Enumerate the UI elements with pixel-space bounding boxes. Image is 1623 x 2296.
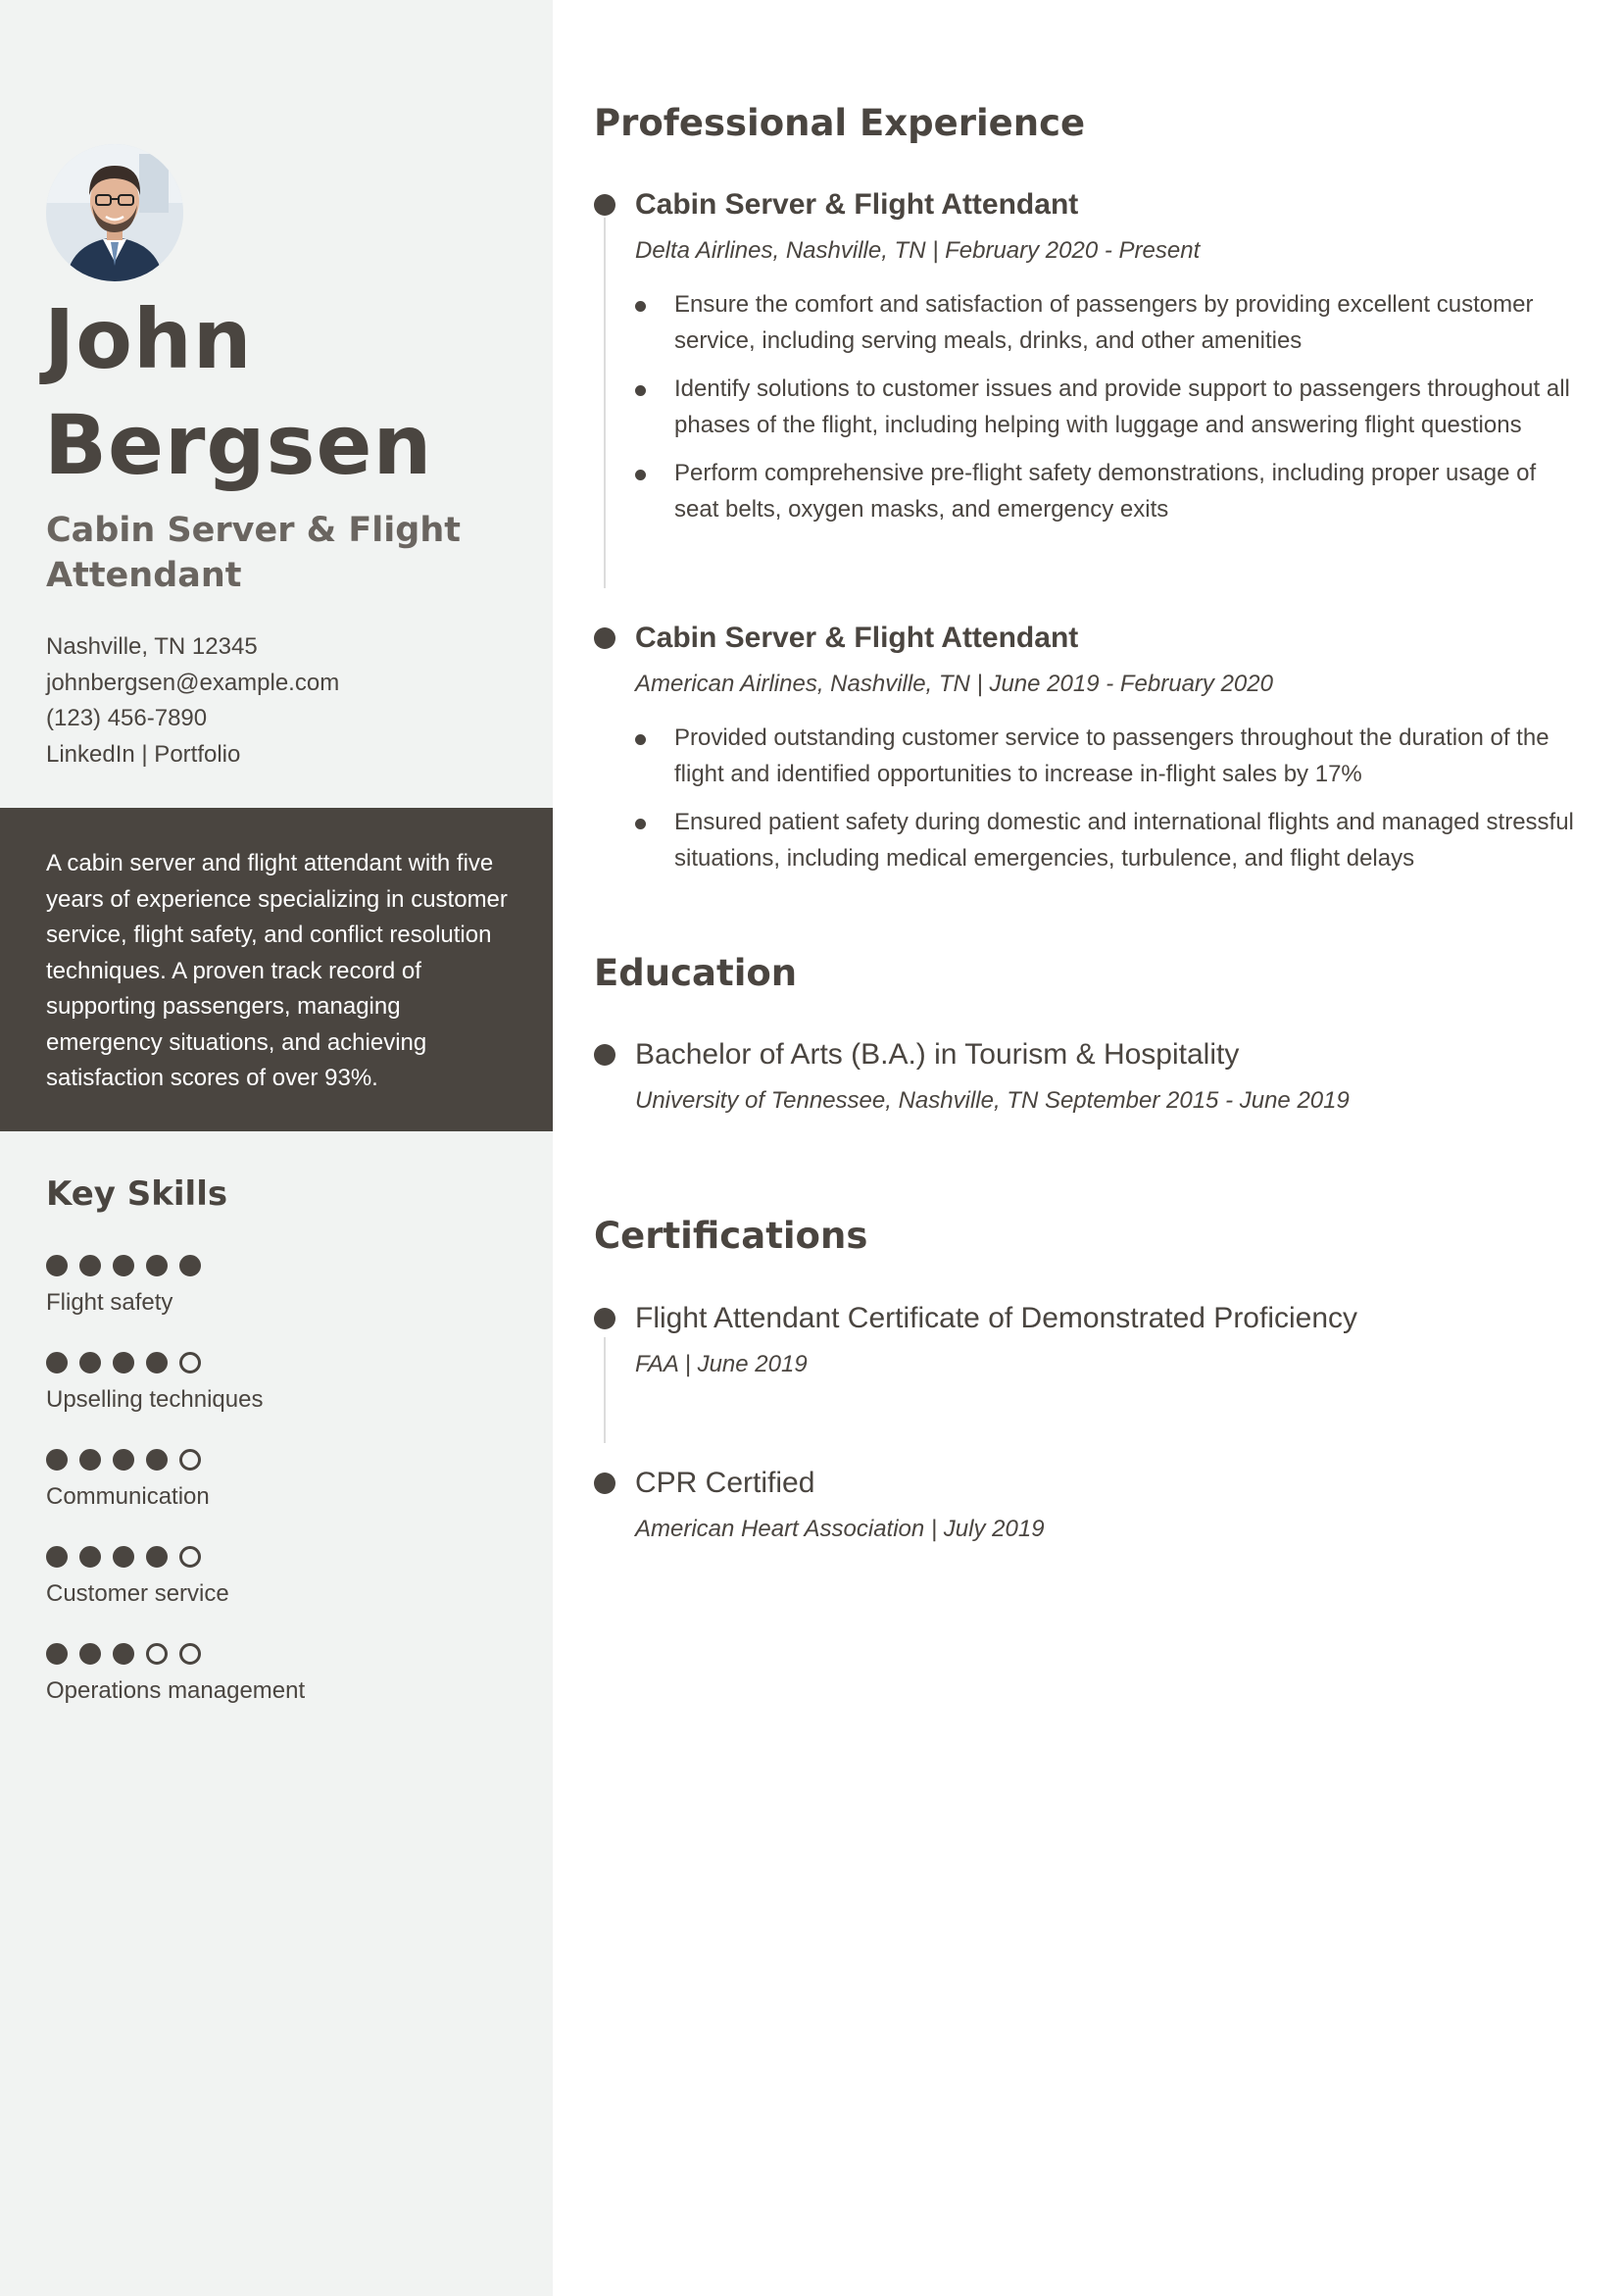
skill-rating — [46, 1352, 516, 1373]
rating-dot-filled — [46, 1449, 68, 1471]
rating-dot-empty — [179, 1449, 201, 1471]
rating-dot-filled — [46, 1255, 68, 1276]
skill-name: Communication — [46, 1483, 210, 1510]
timeline-dot — [594, 1472, 615, 1494]
experience-heading: Professional Experience — [594, 102, 1086, 144]
job-entry-title: Cabin Server & Flight Attendant — [635, 188, 1079, 221]
summary-block — [0, 808, 553, 1131]
rating-dot-empty — [179, 1352, 201, 1373]
rating-dot-filled — [113, 1255, 134, 1276]
location: Nashville, TN 12345 — [46, 633, 258, 660]
first-name: John — [44, 291, 253, 387]
profile-photo — [46, 144, 183, 281]
rating-dot-filled — [79, 1352, 101, 1373]
skill-item — [46, 1643, 516, 1740]
rating-dot-filled — [146, 1352, 168, 1373]
rating-dot-filled — [146, 1449, 168, 1471]
skill-name: Upselling techniques — [46, 1386, 264, 1413]
education-heading: Education — [594, 952, 798, 994]
rating-dot-empty — [146, 1643, 168, 1665]
skill-rating — [46, 1643, 516, 1665]
job-bullet: Ensured patient safety during domestic and international flights and managed stressful situations, including medical emergencies, turbulence, and flight delays — [635, 804, 1586, 876]
sidebar — [0, 0, 553, 2296]
job-bullet: Identify solutions to customer issues and provide support to passengers throughout all phases of the flight, including helping with luggage and answering flight questions — [635, 371, 1586, 443]
timeline-dot — [594, 1044, 615, 1066]
skill-name: Customer service — [46, 1580, 229, 1607]
rating-dot-filled — [146, 1546, 168, 1568]
candidate-name — [44, 286, 534, 498]
skill-name: Operations management — [46, 1677, 306, 1704]
skill-item — [46, 1255, 516, 1352]
rating-dot-filled — [46, 1352, 68, 1373]
email-link[interactable]: johnbergsen@example.com — [46, 669, 340, 696]
profile-links[interactable]: LinkedIn | Portfolio — [46, 740, 241, 768]
degree-title: Bachelor of Arts (B.A.) in Tourism & Hospitality — [635, 1038, 1240, 1071]
rating-dot-empty — [179, 1546, 201, 1568]
job-bullet: Provided outstanding customer service to passengers throughout the duration of the flight and identified opportunities to increase in-flight sales by 17% — [635, 720, 1586, 792]
skill-rating — [46, 1255, 516, 1276]
rating-dot-filled — [79, 1449, 101, 1471]
job-entry-subtitle: Delta Airlines, Nashville, TN | February 2020 - Present — [635, 237, 1201, 264]
job-entry-title: Cabin Server & Flight Attendant — [635, 622, 1079, 654]
job-bullets — [635, 720, 1586, 888]
timeline-line — [604, 1337, 606, 1443]
skill-item — [46, 1352, 516, 1449]
last-name: Bergsen — [44, 397, 433, 493]
rating-dot-filled — [179, 1255, 201, 1276]
job-bullet: Ensure the comfort and satisfaction of passengers by providing excellent customer service, including serving meals, drinks, and other amenities — [635, 286, 1586, 359]
rating-dot-filled — [46, 1546, 68, 1568]
certification-title: CPR Certified — [635, 1467, 815, 1499]
rating-dot-filled — [113, 1643, 134, 1665]
summary-text: A cabin server and flight attendant with five years of experience specializing in customer service, flight safety, and conflict resolution techniques. A proven track record of supporting passengers, managing emergency situations, and achieving satisfaction scores of over 93%. — [46, 850, 508, 1091]
timeline-line — [604, 218, 606, 588]
timeline-dot — [594, 627, 615, 649]
skills-list — [46, 1255, 516, 1740]
rating-dot-empty — [179, 1643, 201, 1665]
certification-details: American Heart Association | July 2019 — [635, 1516, 1045, 1542]
rating-dot-filled — [79, 1643, 101, 1665]
rating-dot-filled — [46, 1643, 68, 1665]
skill-item — [46, 1449, 516, 1546]
main-content — [594, 0, 1584, 2296]
certification-title: Flight Attendant Certificate of Demonstrated Proficiency — [635, 1302, 1358, 1334]
skills-heading: Key Skills — [46, 1174, 228, 1214]
rating-dot-filled — [146, 1255, 168, 1276]
job-title: Cabin Server & Flight Attendant — [46, 511, 461, 595]
timeline-dot — [594, 1308, 615, 1329]
timeline-dot — [594, 194, 615, 216]
job-bullets — [635, 286, 1586, 539]
skill-rating — [46, 1546, 516, 1568]
skill-name: Flight safety — [46, 1289, 173, 1316]
education-details: University of Tennessee, Nashville, TN September 2015 - June 2019 — [635, 1087, 1350, 1114]
skill-item — [46, 1546, 516, 1643]
certifications-heading: Certifications — [594, 1215, 868, 1257]
job-entry-subtitle: American Airlines, Nashville, TN | June 2019 - February 2020 — [635, 671, 1273, 697]
rating-dot-filled — [113, 1352, 134, 1373]
rating-dot-filled — [113, 1546, 134, 1568]
job-bullet: Perform comprehensive pre-flight safety demonstrations, including proper usage of seat belts, oxygen masks, and emergency exits — [635, 455, 1586, 527]
avatar — [46, 144, 183, 281]
skill-rating — [46, 1449, 516, 1471]
rating-dot-filled — [79, 1255, 101, 1276]
contact-info — [46, 629, 516, 773]
phone: (123) 456-7890 — [46, 705, 208, 731]
rating-dot-filled — [79, 1546, 101, 1568]
certification-details: FAA | June 2019 — [635, 1351, 808, 1377]
rating-dot-filled — [113, 1449, 134, 1471]
